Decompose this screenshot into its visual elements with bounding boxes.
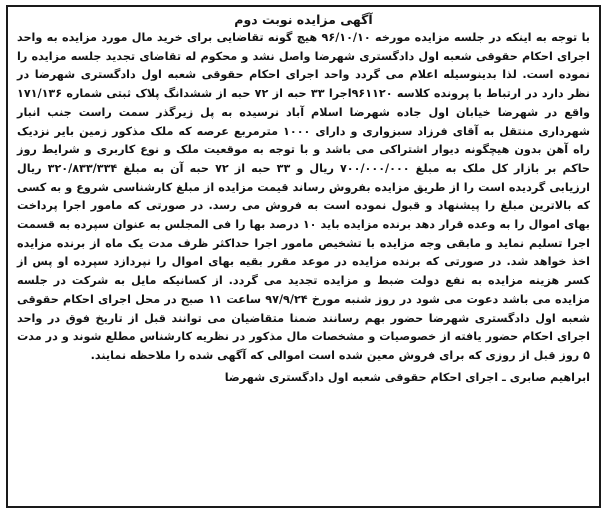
auction-notice [6,5,601,508]
notice-body: با توجه به اینکه در جلسه مزایده مورخه ۹۶/۱۰/۱۰ هیچ گونه تقاضایی برای خرید مال مورد مزایده به واحد اجرای احکام حقوقی شعبه اول دادگستری شهرضا واصل نشد و محکوم له تقاضای تجدید جلسه مزایده را نموده است. لذا بدینوسیله اعلام می گردد واحد اجرای احکام حقوقی شعبه اول دادگستری شهرضا در نظر دارد در ارتباط با پرونده کلاسه ۹۶۱۱۲۰اجرا ۳۳ حبه از ۷۲ حبه از ششدانگ پلاک ثبتی شماره ۱۷۱/۱۳۶ واقع در شهرضا خیابان اول جاده شهرضا اسلام آباد نرسیده به پل زیرگذر سمت راست جنب انبار شهرداری منتقل به آقای فرزاد سبزواری و دارای ۱۰۰۰ مترمربع عرصه که ملک مذکور زمین بایر نزدیک راه آهن بدون هیچگونه دیوار اشتراکی می باشد و با توجه به موقعیت ملک و نوع کاربری و شرایط روز حاکم بر بازار کل ملک به مبلغ ۷۰۰/۰۰۰/۰۰۰ ریال و ۳۳ حبه از ۷۲ حبه آن به مبلغ ۳۲۰/۸۳۳/۳۳۴ ریال ارزیابی گردیده است را از طریق مزایده بفروش رساند قیمت مزایده از مبلغ کارشناسی شروع و به کسی که بالاترین مبلغ را پیشنهاد و قبول نموده است به فروش می رسد. در صورتی که مامور اجرا پرداخت بهای اموال را به وعده قرار دهد برنده مزایده باید ۱۰ درصد بها را فی المجلس به عنوان سپرده به قسمت اجرا تسلیم نماید و مابقی وجه مزایده با تشخیص مامور اجرا حداکثر ظرف مدت یک ماه از برنده مزایده اخذ خواهد شد. در صورتی که برنده مزایده در موعد مقرر بقیه بهای اموال را نپردازد سپرده او پس از کسر هزینه مزایده به نفع دولت ضبط و مزایده تجدید می گردد. از کسانیکه مایل به شرکت در جلسه مزایده می باشد دعوت می شود در روز شنبه مورخ ۹۷/۹/۲۴ ساعت ۱۱ صبح در محل اجرای احکام حقوقی شعبه اول دادگستری شهرضا حضور بهم رسانند ضمنا متقاضیان می توانند قبل از تاریخ فوق در واحد اجرای احکام حضور یافته از خصوصیات و مشخصات مال مذکور در نظریه کارشناس مطلع شوند و در مدت ۵ روز قبل از روزی که برای فروش معین شده است اموالی که آگهی شده را ملاحظه نمایند. [17,31,591,362]
notice-title: آگهی مزایده نوبت دوم [234,12,373,27]
notice-signature: ابراهیم صابری ـ اجرای احکام حقوقی شعبه اول دادگستری شهرضا [224,370,590,384]
